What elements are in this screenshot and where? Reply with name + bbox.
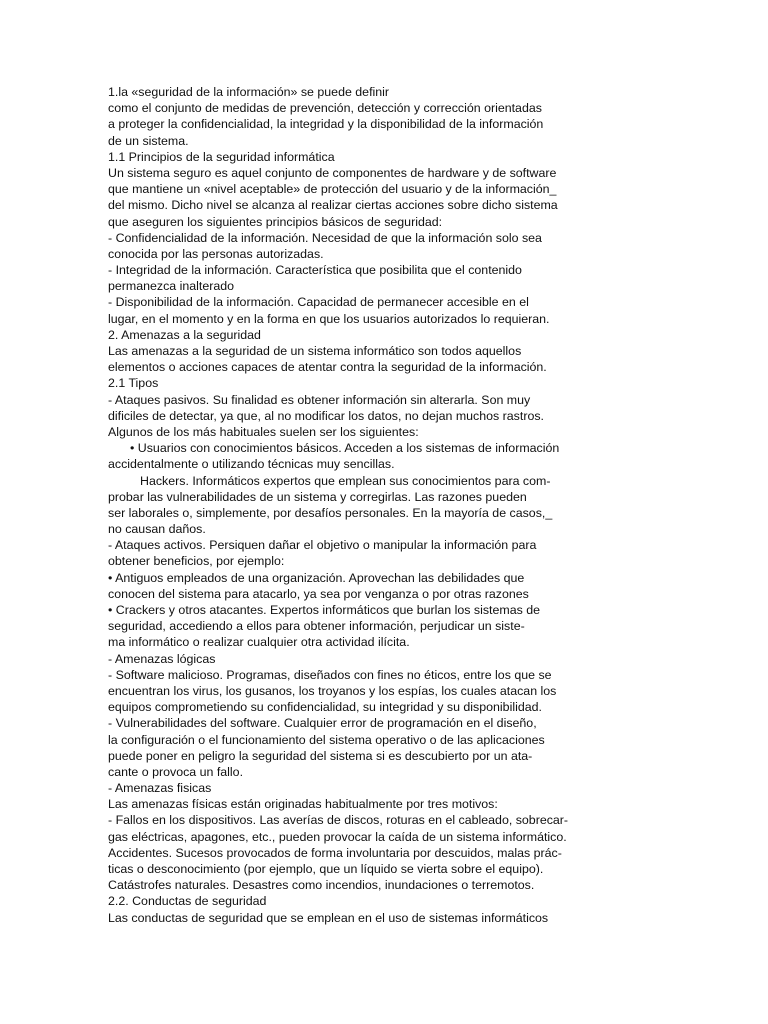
text-line: elementos o acciones capaces de atentar contra la seguridad de la información. <box>108 360 547 375</box>
text-line: - Fallos en los dispositivos. Las averías de discos, roturas en el cableado, sobrecar- <box>108 813 569 828</box>
text-line: encuentran los virus, los gusanos, los troyanos y los espías, los cuales atacan los <box>108 683 557 698</box>
text-line: - Ataques activos. Persiquen dañar el objetivo o manipular la información para <box>108 538 537 553</box>
text-line: 1.la «seguridad de la información» se puede definir <box>108 85 390 99</box>
text-line: permanezca inalterado <box>108 279 235 294</box>
text-line: la configuración o el funcionamiento del sistema operativo o de las aplicaciones <box>108 732 545 747</box>
text-line: del mismo. Dicho nivel se alcanza al realizar ciertas acciones sobre dicho sistema <box>108 198 558 213</box>
text-line: conocida por las personas autorizadas. <box>108 246 324 261</box>
text-line: Las amenazas físicas están originadas habitualmente por tres motivos: <box>108 797 498 812</box>
text-line: - Vulnerabilidades del software. Cualquier error de programación en el diseño, <box>108 716 537 731</box>
text-line: - Amenazas lógicas <box>108 651 216 666</box>
bullet-line: • Antiguos empleados de una organización. Aprovechan las debilidades que <box>108 570 525 585</box>
text-line: a proteger la confidencialidad, la integridad y la disponibilidad de la información <box>108 117 544 132</box>
text-line: ticas o desconocimiento (por ejemplo, que un líquido se vierta sobre el equipo). <box>108 862 544 876</box>
bullet-line: • Crackers y otros atacantes. Expertos informáticos que burlan los sistemas de <box>108 603 541 617</box>
section-heading: 2.1 Tipos <box>108 376 159 391</box>
section-heading: 2.2. Conductas de seguridad <box>108 894 267 909</box>
text-line: - Disponibilidad de la información. Capacidad de permanecer accesible en el <box>108 295 529 310</box>
text-line: obtener beneficios, por ejemplo: <box>108 554 285 569</box>
text-line: - Ataques pasivos. Su finalidad es obtener información sin alterarla. Son muy <box>108 392 531 407</box>
section-heading: 1.1 Principios de la seguridad informática <box>108 149 335 164</box>
text-line: Las conductas de seguridad que se emplean en el uso de sistemas informáticos <box>108 910 549 925</box>
text-line: - Confidencialidad de la información. Necesidad de que la información solo sea <box>108 230 542 245</box>
section-heading: 2. Amenazas a la seguridad <box>108 327 261 342</box>
text-line: gas eléctricas, apagones, etc., pueden provocar la caída de un sistema informático. <box>108 829 567 844</box>
text-line: conocen del sistema para atacarlo, ya sea por venganza o por otras razones <box>108 586 529 601</box>
text-line: Las amenazas a la seguridad de un sistema informático son todos aquellos <box>108 344 522 358</box>
text-line: de un sistema. <box>108 133 189 148</box>
text-line: equipos comprometiendo su confidencialidad, su integridad y su disponibilidad. <box>108 700 542 715</box>
text-line: accidentalmente o utilizando técnicas muy sencillas. <box>108 457 395 472</box>
text-line: que mantiene un «nivel aceptable» de protección del usuario y de la información_ <box>108 182 557 197</box>
text-line: - Integridad de la información. Característica que posibilita que el contenido <box>108 263 522 278</box>
text-line: ma informático o realizar cualquier otra actividad ilícita. <box>108 635 410 650</box>
text-line: como el conjunto de medidas de prevención, detección y corrección orientadas <box>108 101 542 116</box>
text-line: lugar, en el momento y en la forma en que los usuarios autorizados lo requieran. <box>108 311 550 326</box>
text-line: Catástrofes naturales. Desastres como incendios, inundaciones o terremotos. <box>108 878 535 893</box>
text-line: Hackers. Informáticos expertos que emplean sus conocimientos para com- <box>140 473 551 488</box>
text-line: - Amenazas fisicas <box>108 781 212 796</box>
text-line: no causan daños. <box>108 522 206 537</box>
text-line: puede poner en peligro la seguridad del sistema si es descubierto por un ata- <box>108 748 533 763</box>
text-line: dificiles de detectar, ya que, al no modificar los datos, no dejan muchos rastros. <box>108 408 544 423</box>
text-line: Accidentes. Sucesos provocados de forma involuntaria por descuidos, malas prác- <box>108 845 562 860</box>
bullet-line: • Usuarios con conocimientos básicos. Acceden a los sistemas de información <box>130 441 560 456</box>
text-line: que aseguren los siguientes principios básicos de seguridad: <box>108 214 443 229</box>
text-line: cante o provoca un fallo. <box>108 764 244 779</box>
text-line: probar las vulnerabilidades de un sistema y corregirlas. Las razones pueden <box>108 489 527 504</box>
document-body <box>108 84 588 926</box>
text-line: Algunos de los más habituales suelen ser los siguientes: <box>108 424 419 439</box>
text-line: seguridad, accediendo a ellos para obtener información, perjudicar un siste- <box>108 619 525 634</box>
text-line: ser laborales o, simplemente, por desafíos personales. En la mayoría de casos,_ <box>108 505 553 520</box>
text-line: - Software malicioso. Programas, diseñados con fines no éticos, entre los que se <box>108 667 552 682</box>
text-line: Un sistema seguro es aquel conjunto de componentes de hardware y de software <box>108 165 557 180</box>
